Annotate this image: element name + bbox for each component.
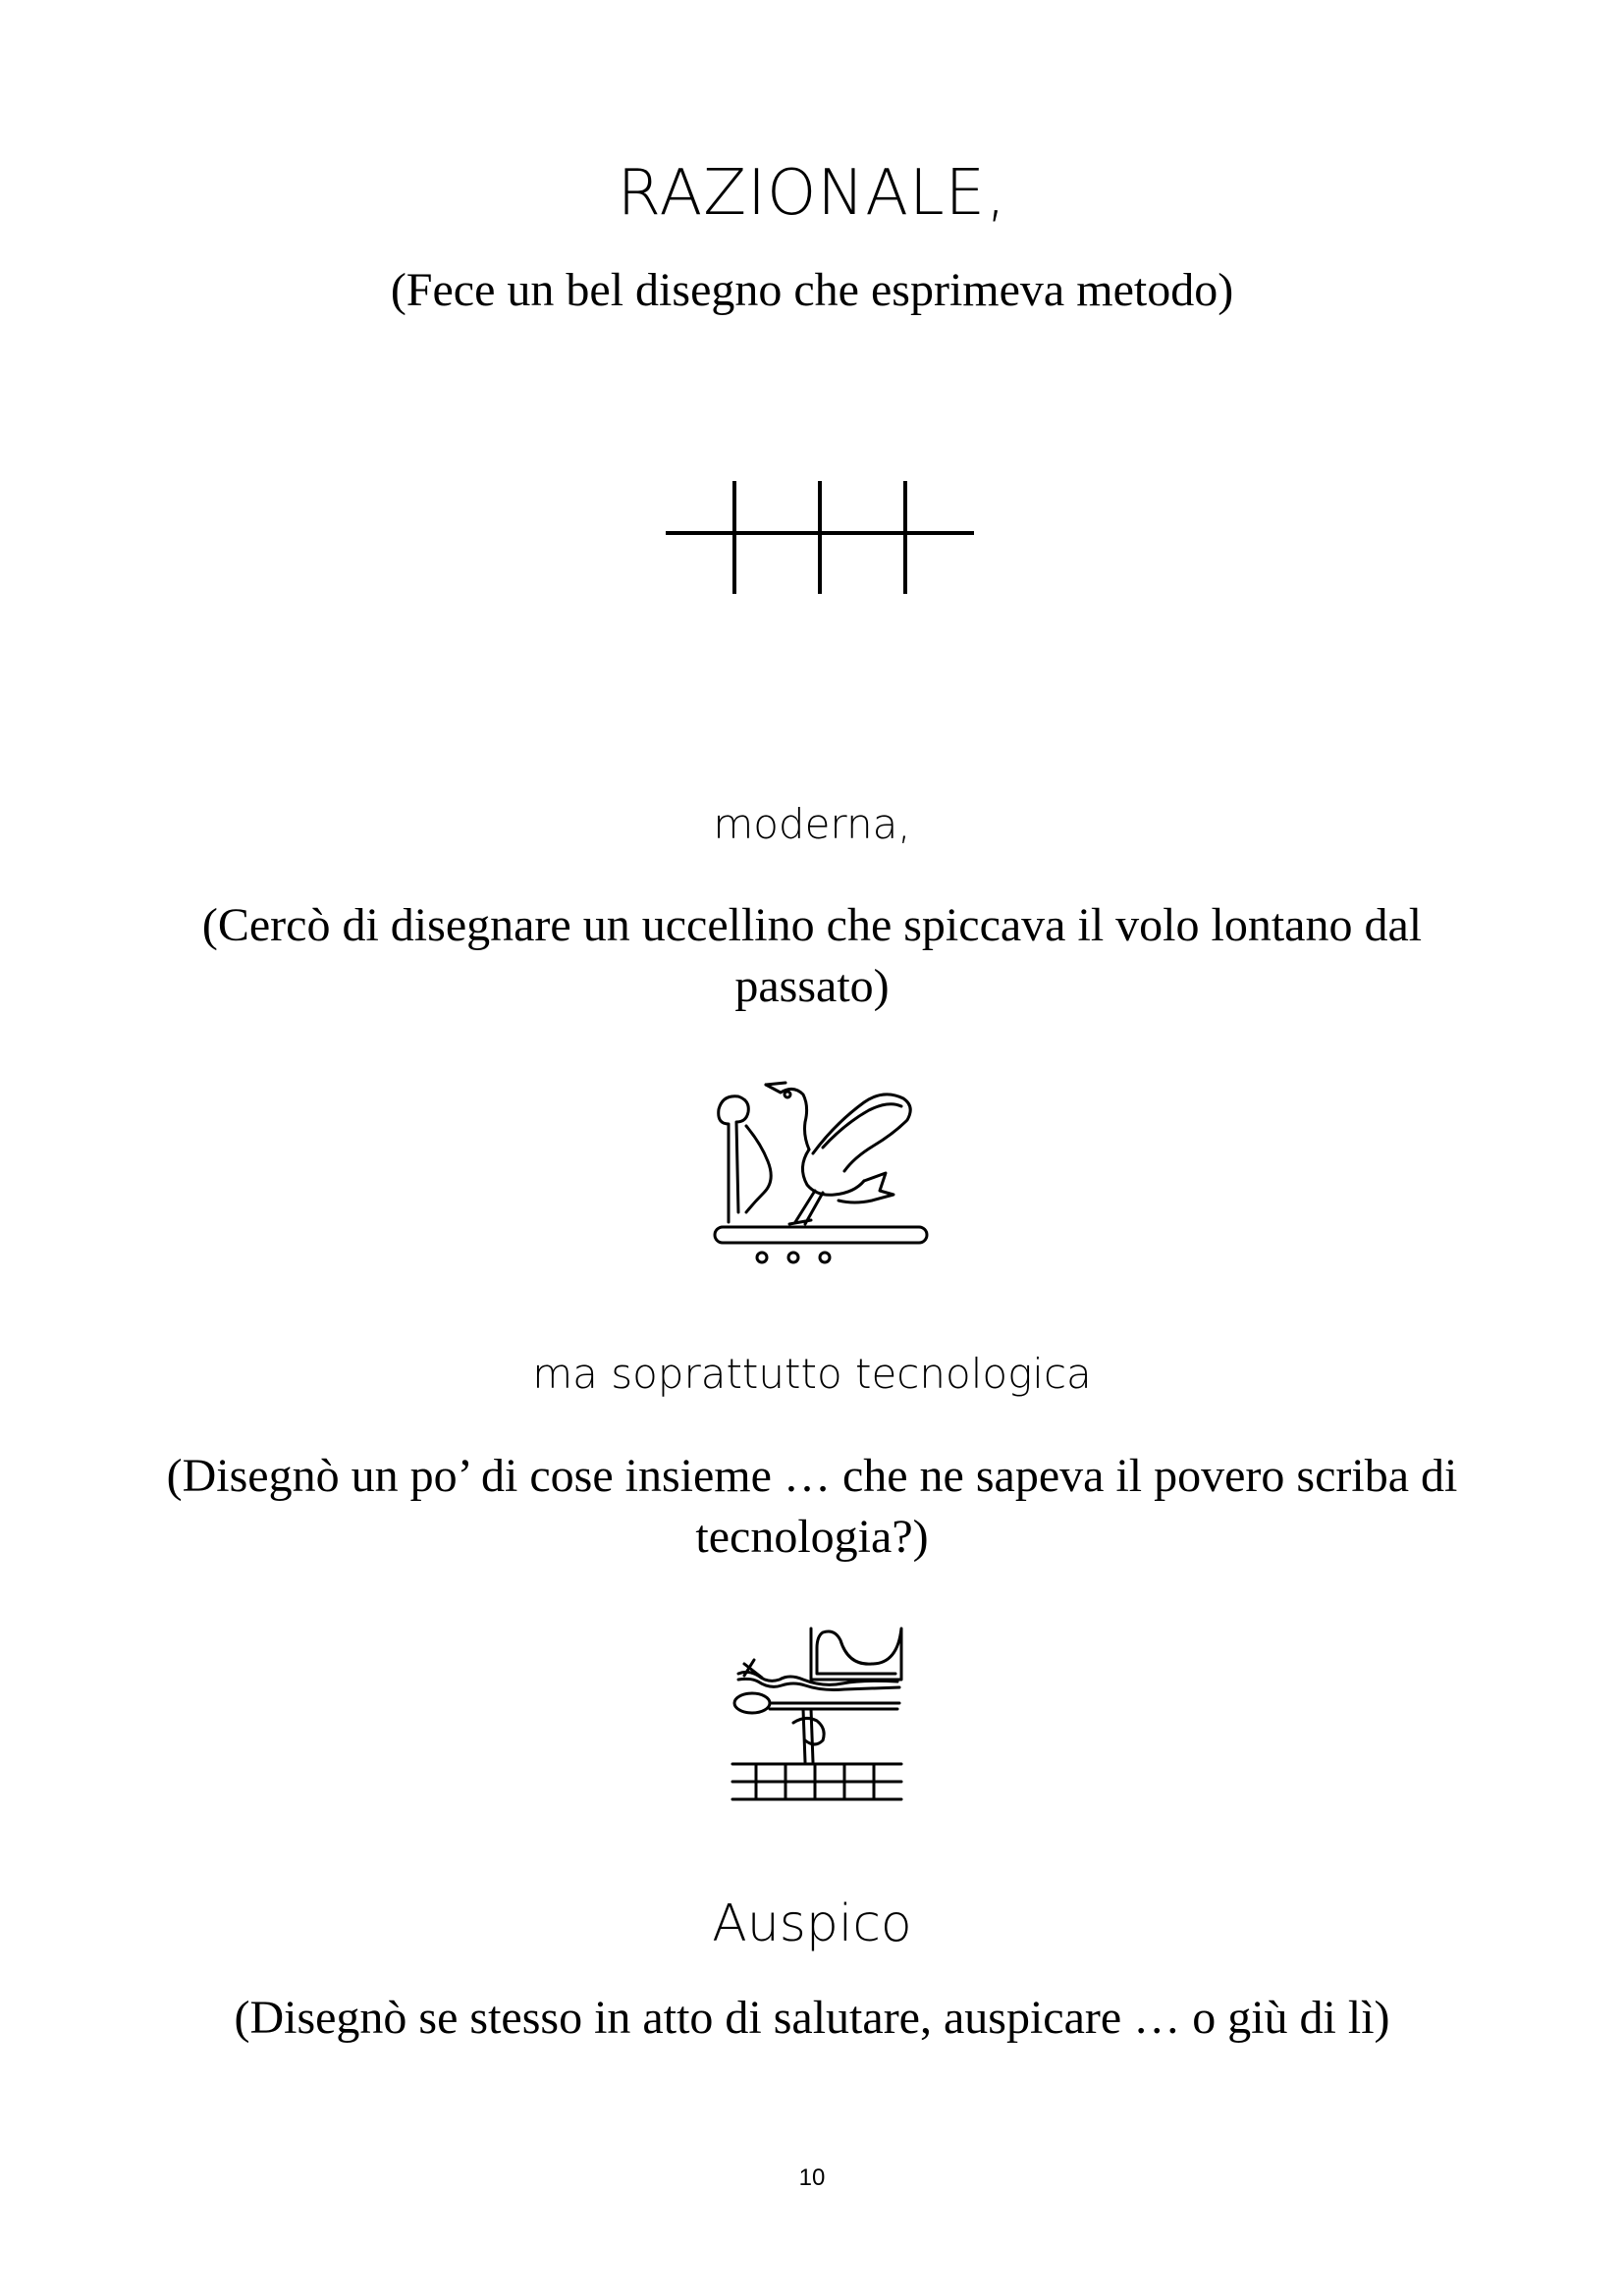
bird-taking-flight-hieroglyph-icon (707, 1065, 933, 1266)
caption-auspicare: (Disegnò se stesso in atto di salutare, auspicare … o giù di lì) (234, 1992, 1390, 2044)
heading-razionale: RAZIONALE, (617, 157, 1007, 230)
three-strokes-hieroglyph-icon (658, 476, 982, 599)
heading-moderna: moderna, (713, 800, 911, 848)
caption-uccellino: (Cercò di disegnare un uccellino che spiccava il volo lontano dal passato) (201, 899, 1423, 1012)
heading-auspico: Auspico (712, 1895, 912, 1953)
technology-composite-hieroglyph-icon (725, 1625, 921, 1821)
page-number: 10 (798, 2164, 826, 2191)
caption-metodo: (Fece un bel disegno che esprimeva metodo) (390, 264, 1234, 316)
heading-tecnologica: ma soprattutto tecnologica (532, 1350, 1092, 1398)
caption-tecnologia: (Disegnò un po’ di cose insieme … che ne sapeva il povero scriba di tecnologia?) (166, 1450, 1458, 1563)
